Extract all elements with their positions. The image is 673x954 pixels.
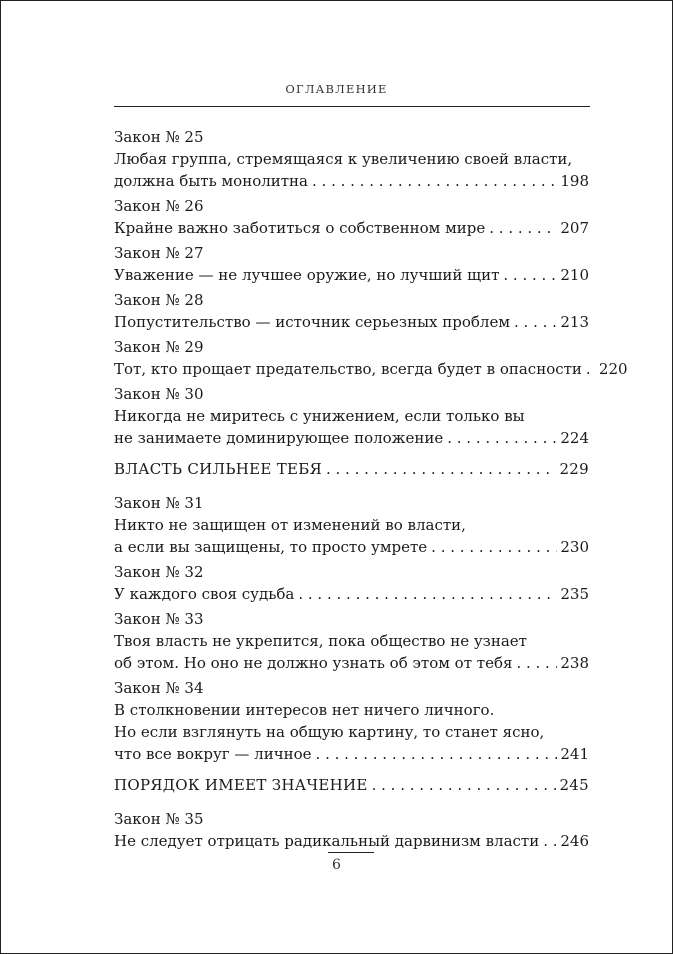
law-number: Закон № 27: [114, 244, 204, 262]
running-head: ОГЛАВЛЕНИЕ: [285, 82, 388, 96]
entry-title-last-line: что все вокруг — личное: [114, 745, 312, 763]
entry-title-last-line: не занимаете доминирующее положение: [114, 429, 444, 447]
toc-entry: [114, 492, 589, 558]
entry-title-last-line: Не следует отрицать радикальный дарвинизм власти: [114, 832, 540, 850]
page-reference: 246: [560, 832, 589, 850]
toc-line[interactable]: [114, 458, 589, 480]
section-title: ВЛАСТЬ СИЛЬНЕЕ ТЕБЯ: [114, 460, 322, 478]
toc-line[interactable]: [114, 583, 589, 605]
dot-leader: [503, 264, 557, 286]
table-of-contents: [114, 126, 628, 855]
dot-leader: [489, 217, 557, 239]
law-number: Закон № 25: [114, 128, 204, 146]
page-reference: 207: [560, 219, 589, 237]
page-reference: 229: [559, 460, 589, 478]
entry-title-last-line: об этом. Но оно не должно узнать об этом от тебя: [114, 654, 513, 672]
page-reference: 245: [559, 776, 589, 794]
toc-section: [114, 774, 589, 796]
dot-leader: [543, 830, 557, 852]
toc-line[interactable]: [114, 652, 589, 674]
law-number: Закон № 29: [114, 338, 204, 356]
footer-rule: [328, 852, 374, 853]
toc-line[interactable]: [114, 170, 589, 192]
entry-title-last-line: Крайне важно заботиться о собственном мире: [114, 219, 486, 237]
page-reference: 213: [560, 313, 589, 331]
dot-leader: [298, 583, 557, 605]
page-reference: 224: [560, 429, 589, 447]
entry-title-last-line: Тот, кто прощает предательство, всегда будет в опасности: [114, 360, 582, 378]
law-number: Закон № 32: [114, 563, 204, 581]
dot-leader: [312, 170, 557, 192]
entry-title-last-line: а если вы защищены, то просто умрете: [114, 538, 428, 556]
dot-leader: [431, 536, 557, 558]
page-reference: 241: [560, 745, 589, 763]
page-reference: 238: [560, 654, 589, 672]
toc-entry: [114, 195, 589, 239]
toc-entry: [114, 242, 589, 286]
page-number: 6: [332, 857, 341, 873]
dot-leader: [372, 774, 557, 796]
dot-leader: [316, 743, 558, 765]
law-number: Закон № 31: [114, 494, 204, 512]
toc-line[interactable]: [114, 358, 628, 380]
page-reference: 220: [598, 360, 628, 378]
toc-line[interactable]: [114, 427, 589, 449]
law-number: Закон № 28: [114, 291, 204, 309]
entry-title-last-line: Попустительство — источник серьезных проблем: [114, 313, 510, 331]
toc-line[interactable]: [114, 774, 589, 796]
dot-leader: [326, 458, 556, 480]
section-title: ПОРЯДОК ИМЕЕТ ЗНАЧЕНИЕ: [114, 776, 368, 794]
entry-title-line: Никогда не миритесь с унижением, если только вы: [114, 407, 525, 425]
law-number: Закон № 30: [114, 385, 204, 403]
entry-title-last-line: должна быть монолитна: [114, 172, 308, 190]
dot-leader: [516, 652, 557, 674]
entry-title-line: Никто не защищен от изменений во власти,: [114, 516, 466, 534]
page-reference: 210: [560, 266, 589, 284]
page-reference: 198: [560, 172, 589, 190]
page-reference: 230: [560, 538, 589, 556]
law-number: Закон № 35: [114, 810, 204, 828]
toc-line[interactable]: [114, 743, 589, 765]
entry-title-line: В столкновении интересов нет ничего личного.: [114, 701, 495, 719]
toc-section: [114, 458, 589, 480]
toc-line[interactable]: [114, 311, 589, 333]
header-rule: [114, 106, 590, 107]
toc-entry: [114, 336, 628, 380]
toc-entry: [114, 808, 589, 852]
dot-leader: [447, 427, 557, 449]
toc-entry: [114, 289, 589, 333]
entry-title-line: Но если взглянуть на общую картину, то станет ясно,: [114, 723, 545, 741]
entry-title-last-line: Уважение — не лучшее оружие, но лучший щит: [114, 266, 500, 284]
dot-leader: [586, 358, 596, 380]
toc-line[interactable]: [114, 264, 589, 286]
page-reference: 235: [560, 585, 589, 603]
law-number: Закон № 26: [114, 197, 204, 215]
toc-entry: [114, 677, 589, 765]
dot-leader: [514, 311, 557, 333]
toc-line[interactable]: [114, 536, 589, 558]
toc-line[interactable]: [114, 830, 589, 852]
toc-entry: [114, 383, 589, 449]
entry-title-line: Любая группа, стремящаяся к увеличению своей власти,: [114, 150, 573, 168]
toc-entry: [114, 126, 589, 192]
toc-line[interactable]: [114, 217, 589, 239]
toc-entry: [114, 561, 589, 605]
entry-title-line: Твоя власть не укрепится, пока общество не узнает: [114, 632, 527, 650]
law-number: Закон № 33: [114, 610, 204, 628]
toc-entry: [114, 608, 589, 674]
entry-title-last-line: У каждого своя судьба: [114, 585, 295, 603]
law-number: Закон № 34: [114, 679, 204, 697]
